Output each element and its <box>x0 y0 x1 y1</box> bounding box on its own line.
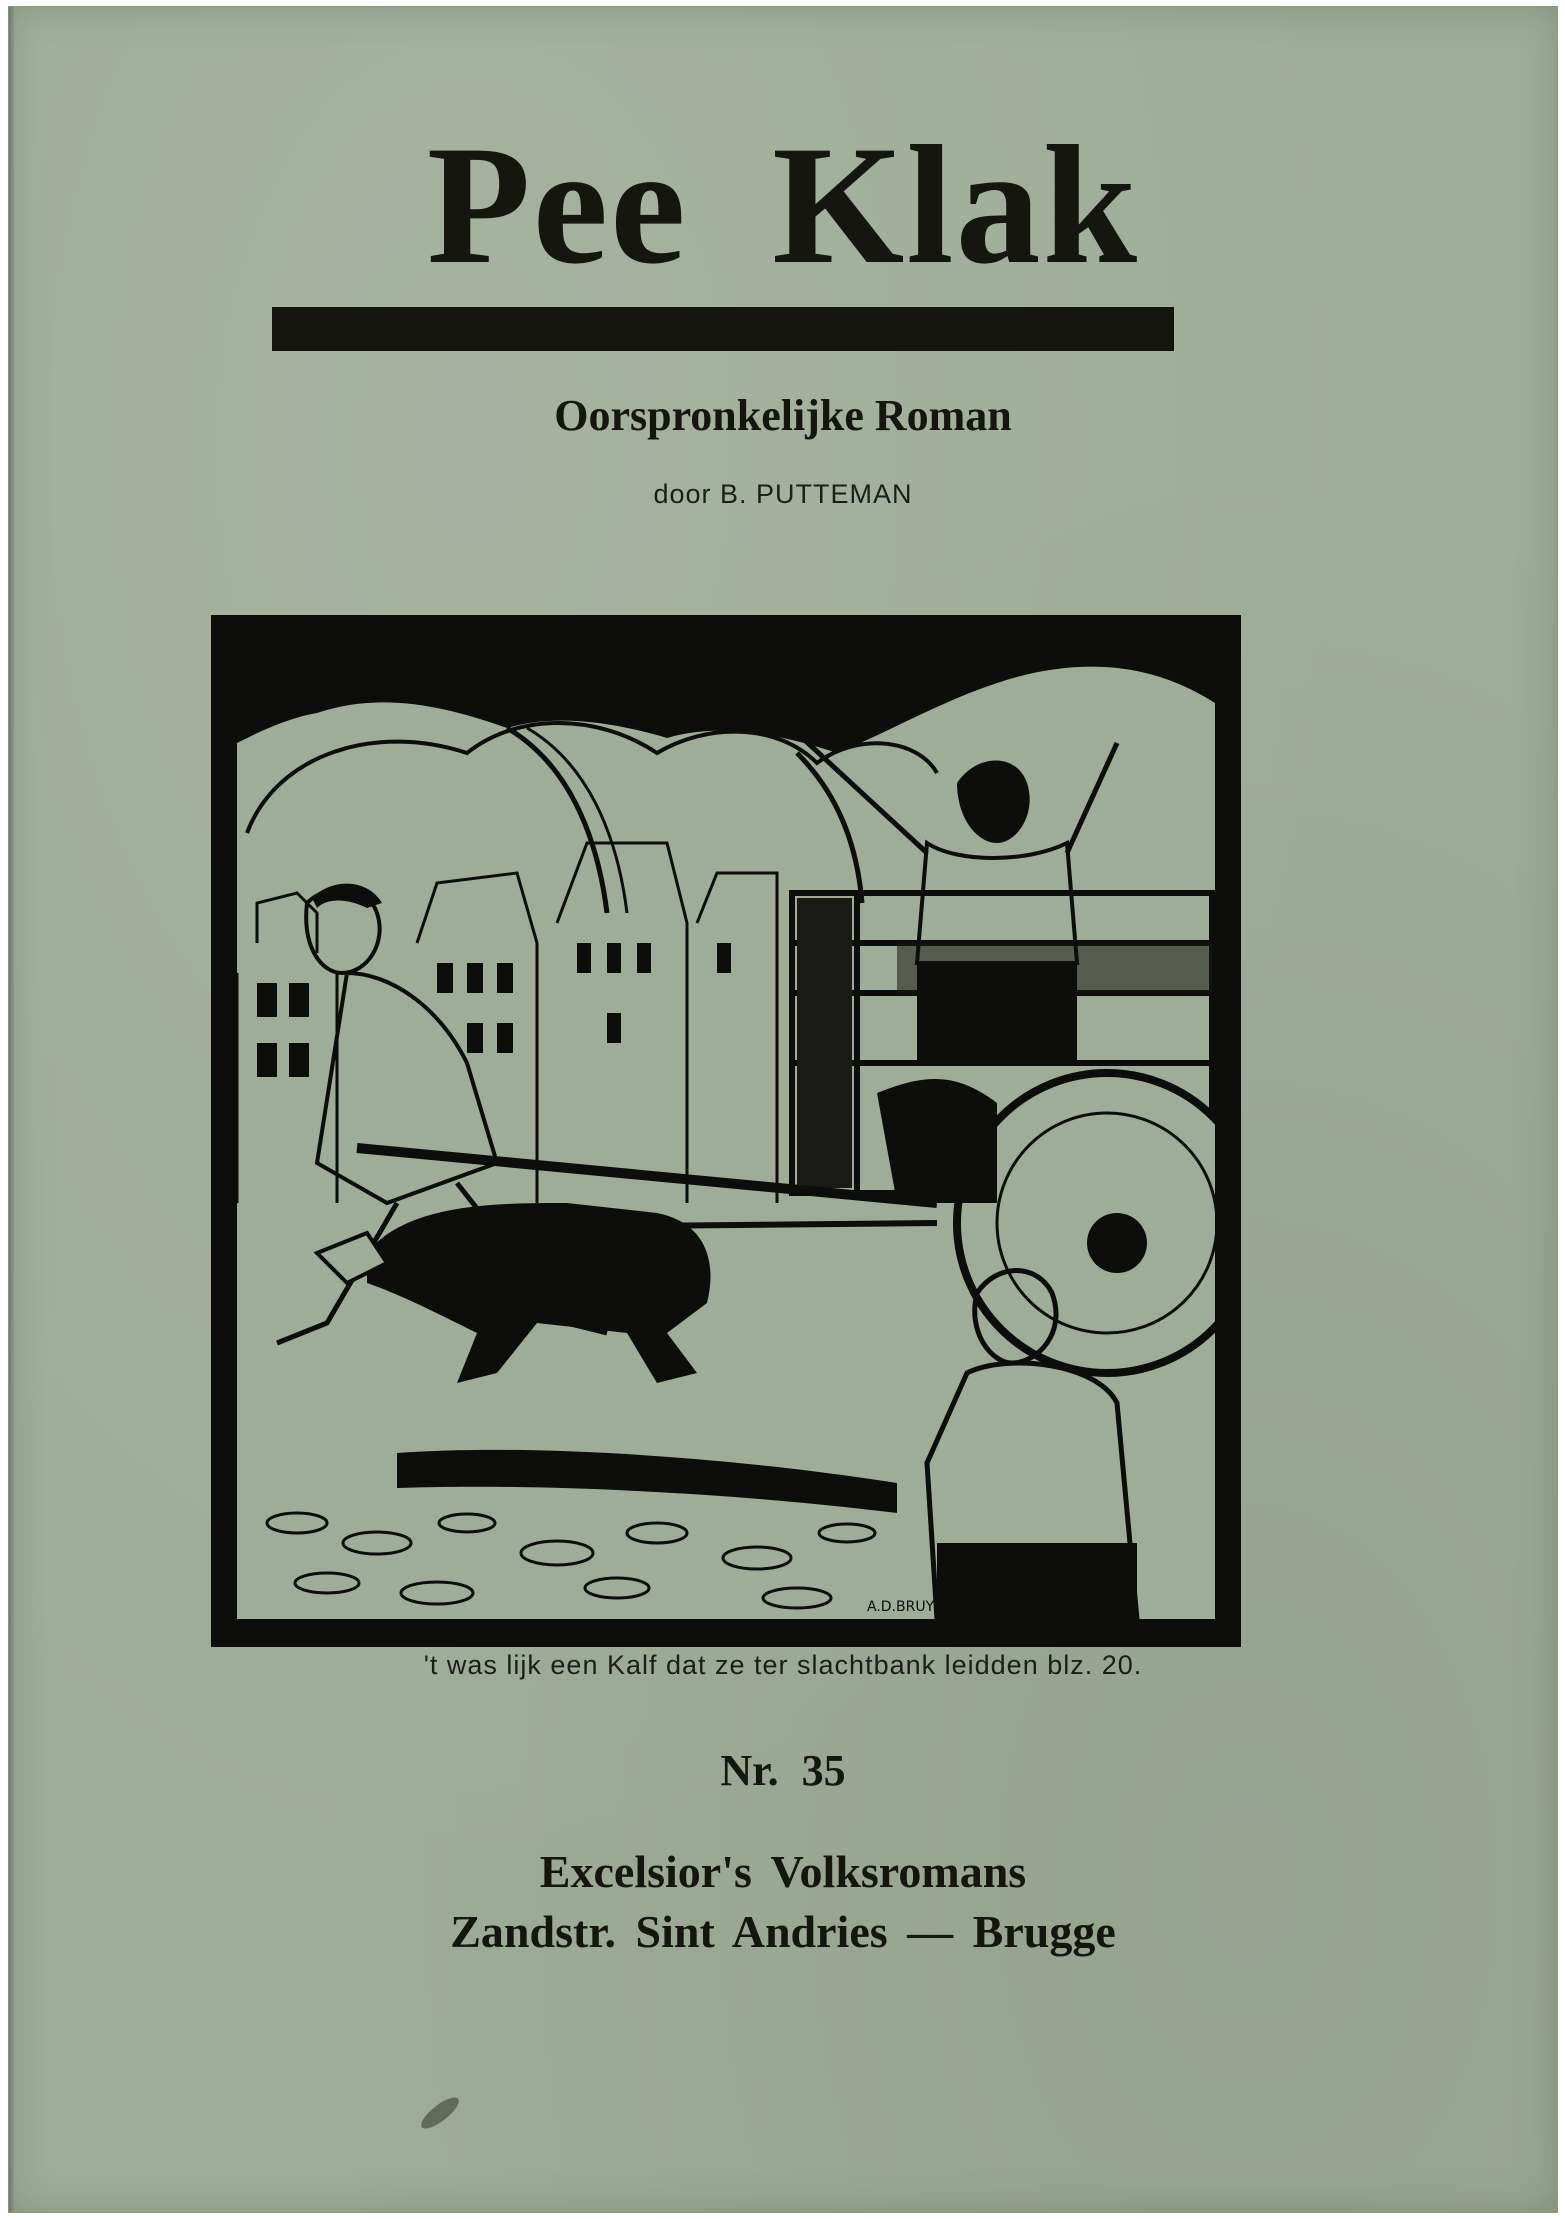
issue-number: Nr. 35 <box>720 1746 846 1795</box>
artist-signature: A.D.BRUYNE <box>867 1599 954 1615</box>
book-cover <box>8 6 1558 2213</box>
paper-stain <box>417 2093 463 2134</box>
publisher-name: Excelsior's Volksromans <box>539 1846 1027 1897</box>
speech-text: Bè-è-è <box>830 680 907 729</box>
cover-illustration <box>211 615 1241 1647</box>
book-subtitle: Oorspronkelijke Roman <box>554 391 1012 440</box>
author-line: door B. PUTTEMAN <box>653 479 913 509</box>
book-title: Pee Klak <box>426 111 1140 299</box>
publisher-address: Zandstr. Sint Andries — Brugge <box>450 1906 1116 1957</box>
illustration-caption: 't was lijk een Kalf dat ze ter slachtbank leidden blz. 20. <box>423 1650 1143 1680</box>
dog-cart-street-scene-illustration <box>237 643 1215 1619</box>
title-underline-bar <box>272 307 1174 351</box>
